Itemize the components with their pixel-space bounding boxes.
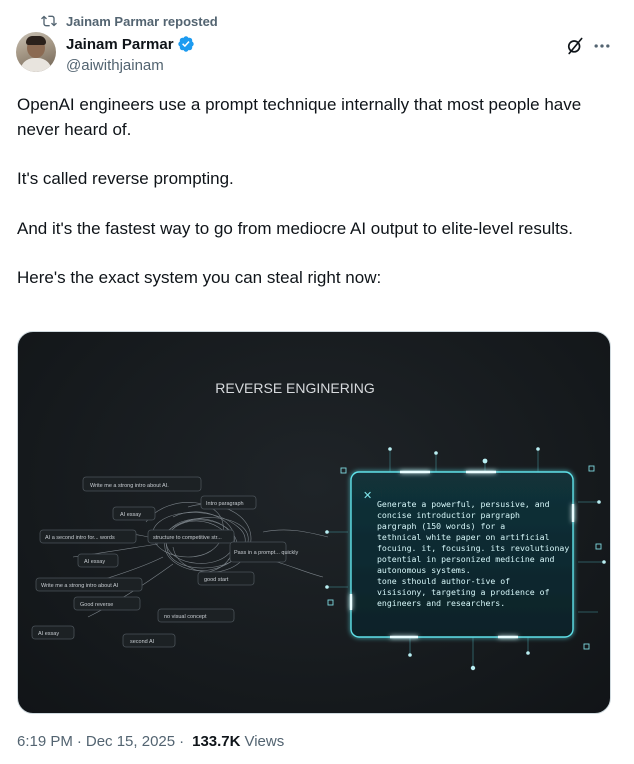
- panel-close-icon: ✕: [363, 489, 373, 502]
- post-text: [17, 93, 607, 316]
- prompt-bubble: [148, 530, 234, 543]
- svg-text:Pass in a prompt... quickly: Pass in a prompt... quickly: [234, 550, 299, 556]
- prompt-bubble: [198, 572, 254, 585]
- repost-header[interactable]: [40, 12, 218, 30]
- svg-text:Write me a strong intro about: Write me a strong intro about AI.: [90, 483, 169, 489]
- post-date[interactable]: Dec 15, 2025: [85, 733, 176, 750]
- meta-separator: ·: [76, 733, 82, 750]
- panel-text-line: autonomous systems.: [377, 565, 471, 575]
- svg-text:second AI: second AI: [130, 639, 155, 645]
- prompt-bubble: [123, 634, 175, 647]
- svg-text:Good reverse: Good reverse: [80, 602, 114, 608]
- post-image[interactable]: [17, 331, 611, 714]
- svg-text:AI essay: AI essay: [84, 559, 106, 565]
- panel-text-line: concise introductior pargraph: [377, 510, 520, 520]
- more-options-icon[interactable]: [592, 36, 612, 56]
- svg-text:structure to competitive str..: structure to competitive str...: [153, 535, 222, 541]
- prompt-bubble: [113, 507, 155, 520]
- prompt-bubble: [40, 530, 136, 543]
- panel-text-line: focuing. it, focusing. its revolutionay: [377, 543, 570, 553]
- panel-text-line: tone sthould author-tive of: [377, 576, 511, 586]
- svg-text:AI a second intro for... words: AI a second intro for... words: [45, 535, 115, 541]
- meta-separator: ·: [179, 733, 185, 750]
- verified-badge-icon[interactable]: [177, 35, 195, 53]
- prompt-bubble: [32, 626, 74, 639]
- repost-label: Jainam Parmar reposted: [66, 13, 218, 29]
- prompt-bubble: [158, 609, 234, 622]
- author-name[interactable]: Jainam Parmar: [66, 35, 174, 53]
- panel-text-line: potential in personized medicine and: [377, 554, 555, 564]
- reverse-engineering-illustration: [18, 332, 611, 714]
- prompt-bubble: [201, 496, 256, 509]
- panel-text-line: tethnical white paper on artificial: [377, 532, 550, 542]
- prompt-bubble: [78, 554, 118, 567]
- views-label: Views: [244, 733, 285, 750]
- panel-text-line: engineers and researchers.: [377, 598, 506, 608]
- panel-text-line: pargraph (150 words) for a: [377, 521, 506, 531]
- post-paragraph: Here's the exact system you can steal right now:: [17, 268, 382, 287]
- svg-text:Intro paragraph: Intro paragraph: [206, 501, 244, 507]
- prompt-bubble: [74, 597, 140, 610]
- svg-text:AI essay: AI essay: [38, 631, 60, 637]
- prompt-bubble: [230, 542, 298, 562]
- post-meta: [17, 733, 284, 750]
- svg-text:Write me a strong intro about: Write me a strong intro about AI: [41, 583, 119, 589]
- svg-text:good start: good start: [204, 577, 229, 583]
- author-handle[interactable]: @aiwithjainam: [66, 57, 164, 74]
- output-panel: [351, 472, 573, 637]
- repost-icon: [40, 13, 58, 29]
- grok-icon[interactable]: [565, 36, 585, 56]
- post-paragraph: OpenAI engineers use a prompt technique internally that most people have never heard of.: [17, 95, 582, 139]
- post-time[interactable]: 6:19 PM: [17, 733, 73, 750]
- prompt-bubble: [83, 477, 201, 491]
- panel-text-line: visisiony, targeting a prodience of: [377, 587, 550, 597]
- panel-text-line: Generate a powerful, persusive, and: [377, 499, 550, 509]
- views-count[interactable]: 133.7K: [192, 733, 241, 750]
- prompt-bubble: [36, 578, 142, 591]
- avatar[interactable]: [16, 32, 56, 72]
- image-title: REVERSE ENGINERING: [215, 380, 375, 396]
- post-paragraph: It's called reverse prompting.: [17, 169, 234, 188]
- svg-text:no visual concept: no visual concept: [164, 614, 207, 620]
- post-paragraph: And it's the fastest way to go from mediocre AI output to elite-level results.: [17, 218, 574, 238]
- svg-text:AI essay: AI essay: [120, 512, 142, 518]
